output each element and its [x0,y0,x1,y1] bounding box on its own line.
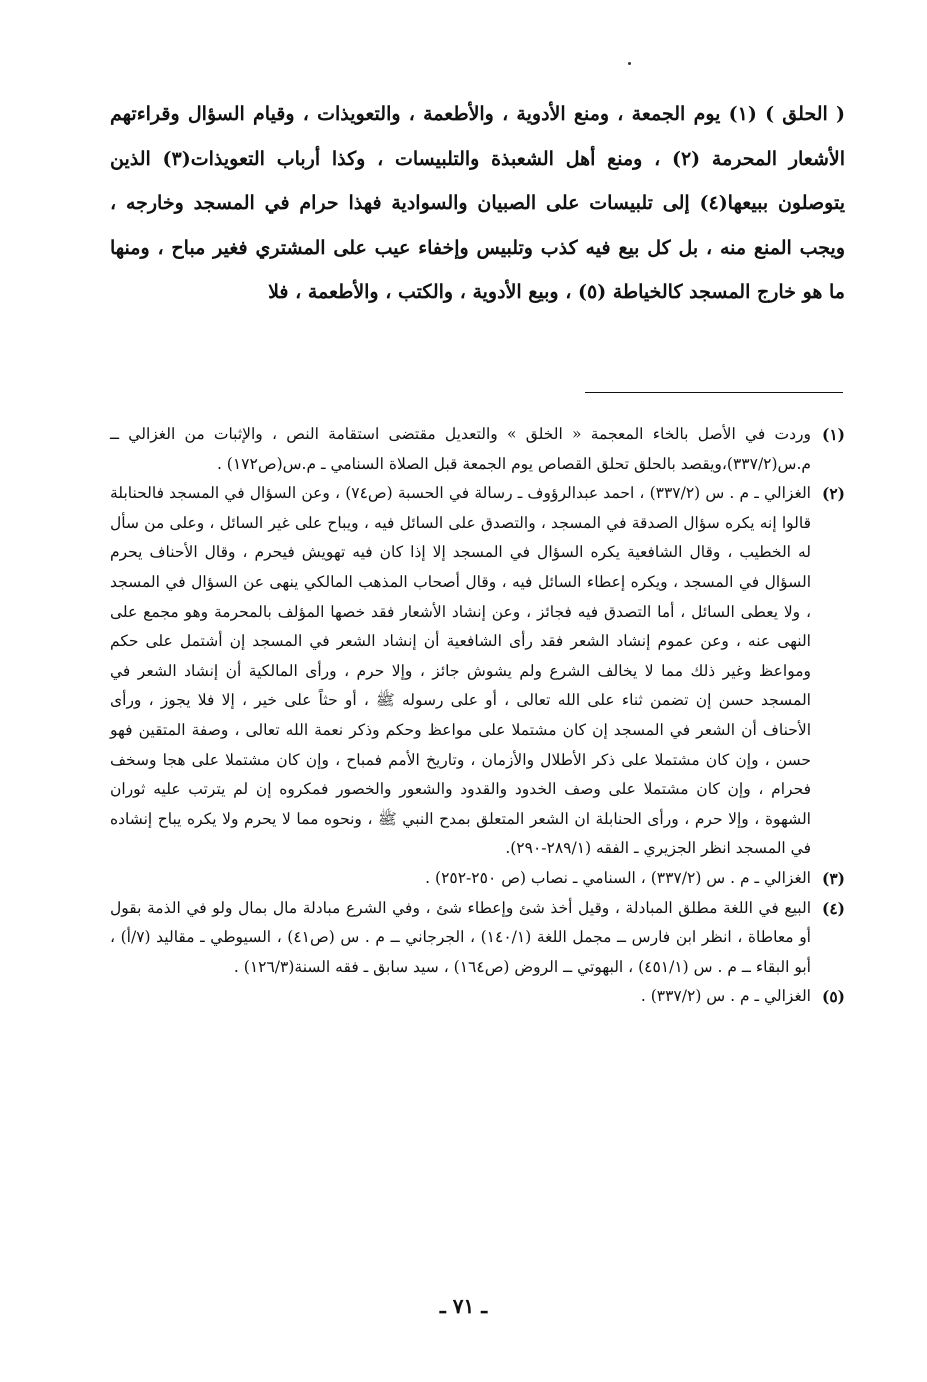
footnote-5 [110,982,845,1012]
main-body-text [110,92,845,315]
scan-speck [628,62,631,65]
footnote-text: وردت في الأصل بالخاء المعجمة « الخلق » والتعديل مقتضى استقامة النص ، والإثبات من الغزالي ــ م.س(٣٣٧/٢)،ويقصد بالحلق تحلق القصاص يوم الجمعة قبل الصلاة السنامي ـ م.س(ص١٧٢) . [110,425,811,473]
footnote-number: (٤) [821,898,845,918]
footnote-number: (٥) [821,987,845,1007]
footnote-text: الغزالي ـ م . س (٣٣٧/٢) ، احمد عبدالرؤوف ـ رسالة في الحسبة (ص٧٤) ، وعن السؤال في المسجد فالحنابلة قالوا إنه يكره سؤال الصدقة في المسجد ، والتصدق على السائل فيه ، ويباح على غير السائل ، وعلى من سأل له الخطيب ، وقال الشافعية يكره السؤال في المسجد إلا إذا كان فيه تهويش فيحرم ، وقال الأحناف يحرم السؤال في المسجد ، ويكره إعطاء السائل فيه ، وقال أصحاب المذهب المالكي ينهى عن السؤال في المسجد ، ولا يعطى السائل ، أما التصدق فيه فجائز ، وعن إنشاد الأشعار فقد خصها المؤلف بالمحرمة وهو مجمع على النهى عنه ، وعن عموم إنشاد الشعر فقد رأى الشافعية أن إنشاد الشعر في المسجد إن أشتمل على حكم ومواعظ وغير ذلك مما لا يخالف الشرع ولم يشوش جائز ، وإلا حرم ، ورأى المالكية أن إنشاد الشعر في المسجد حسن إن تضمن ثناء على الله تعالى ، أو على رسوله ﷺ ، أو حثاً على خير ، إلا فلا يجوز ، ورأى الأحناف أن الشعر في المسجد إن كان مشتملا على مواعظ وحكم وذكر نعمة الله تعالى ، وصفة المتقين فهو حسن ، وإن كان مشتملا على ذكر الأطلال والأزمان ، وتاريخ الأمم فمباح ، وإن كان مشتملا على هجا وسخف فحرام ، وإن كان مشتملا على وصف الخدود والقدود والشعور والخصور فمكروه إن لم يترتب عليه ثوران الشهوة ، وإلا حرم ، ورأى الحنابلة ان الشعر المتعلق بمدح النبي ﷺ ، ونحوه مما لا يحرم ولا يكره يباح إنشاده في المسجد انظر الجزيري ـ الفقه (٢٨٩/١-٢٩٠). [110,484,811,858]
footnote-text: الغزالي ـ م . س (٣٣٧/٢) ، السنامي ـ نصاب (ص ٢٥٠-٢٥٢) . [425,868,811,887]
footnote-4 [110,894,845,983]
footnotes-section [110,420,845,1012]
footnote-number: (٢) [821,484,845,504]
page-number: ـ ٧١ ـ [439,1294,488,1318]
footnote-2 [110,479,845,864]
footnote-3 [110,864,845,894]
footnote-1 [110,420,845,479]
footnote-text: البيع في اللغة مطلق المبادلة ، وقيل أخذ شئ وإعطاء شئ ، وفي الشرع مبادلة مال بمال ولو في الذمة بقول أو معاطاة ، انظر ابن فارس ــ مجمل اللغة (١٤٠/١) ، الجرجاني ــ م . س (ص٤١) ، السيوطي ـ مقاليد (٧/أ) ، أبو البقاء ــ م . س (٤٥١/١) ، البهوتي ــ الروض (ص١٦٤) ، سيد سابق ـ فقه السنة(١٢٦/٣) . [110,898,811,976]
main-paragraph: ( الحلق ) (١) يوم الجمعة ، ومنع الأدوية ، والأطعمة ، والتعويذات ، وقيام السؤال وقراءتهم الأشعار المحرمة (٢) ، ومنع أهل الشعبذة والتلبيسات ، وكذا أرباب التعويذات(٣) الذين يتوصلون ببيعها(٤) إلى تلبيسات على الصبيان والسوادية فهذا حرام في المسجد وخارجه ، ويجب المنع منه ، بل كل بيع فيه كذب وتلبيس وإخفاء عيب على المشتري فغير مباح ، ومنها ما هو خارج المسجد كالخياطة (٥) ، وبيع الأدوية ، والكتب ، والأطعمة ، فلا [110,103,845,303]
footnote-text: الغزالي ـ م . س (٣٣٧/٢) . [640,987,811,1006]
footnote-number: (٣) [821,868,845,888]
footnote-separator [585,392,843,393]
footnote-number: (١) [821,425,845,444]
